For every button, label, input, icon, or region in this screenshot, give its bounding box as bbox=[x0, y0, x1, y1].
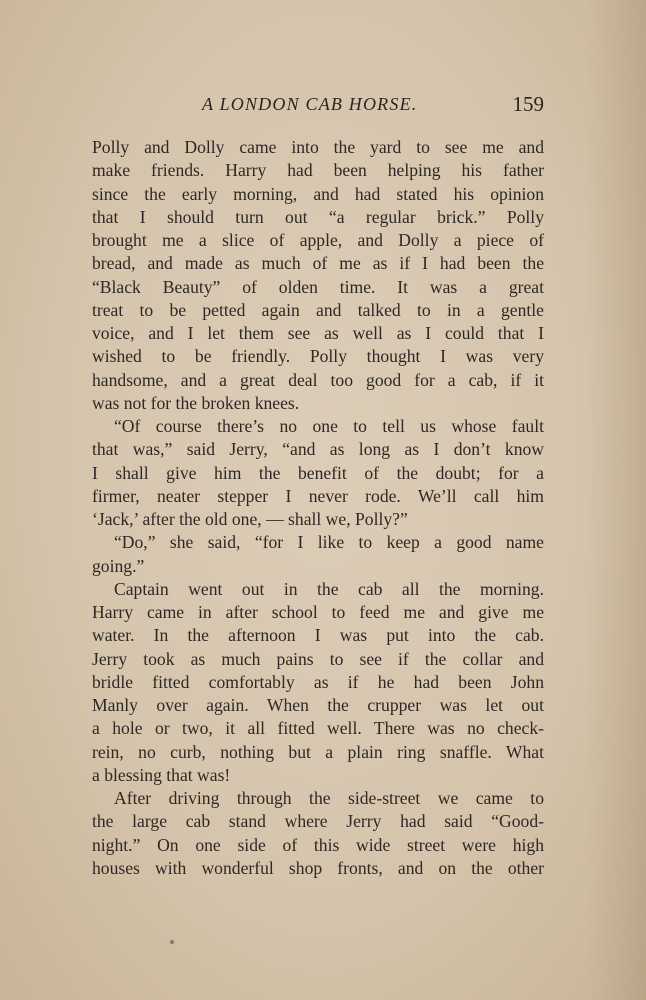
text-line: “Do,” she said, “for I like to keep a good name bbox=[114, 532, 544, 553]
page-edge-shadow bbox=[586, 0, 646, 1000]
text-line: After driving through the side-street we came to bbox=[114, 788, 544, 808]
text-line: treat to be petted again and talked to in a gentle bbox=[92, 299, 544, 320]
text-line: bread, and made as much of me as if I had been the bbox=[92, 253, 544, 274]
text-line: Polly and Dolly came into the yard to see me and bbox=[92, 137, 544, 157]
text-line: water. In the afternoon I was put into the cab. bbox=[92, 625, 544, 646]
text-line: “Of course there’s no one to tell us whose fault bbox=[114, 416, 544, 436]
text-line: “Black Beauty” of olden time. It was a great bbox=[92, 276, 544, 297]
text-line: the large cab stand where Jerry had said “Good- bbox=[92, 811, 544, 832]
text-line: night.” On one side of this wide street were high bbox=[92, 834, 544, 855]
text-line: since the early morning, and had stated his opinion bbox=[92, 183, 544, 204]
text-line: Jerry took as much pains to see if the collar and bbox=[92, 648, 544, 669]
text-line: Captain went out in the cab all the morning. bbox=[114, 578, 544, 599]
text-line: Manly over again. When the crupper was let out bbox=[92, 695, 544, 715]
text-line: bridle fitted comfortably as if he had been John bbox=[92, 671, 544, 692]
text-line: firmer, neater stepper I never rode. We’ll call him bbox=[92, 485, 544, 506]
text-line: houses with wonderful shop fronts, and on the other bbox=[92, 857, 544, 878]
text-line: Harry came in after school to feed me and give me bbox=[92, 602, 544, 622]
text-line: ‘Jack,’ after the old one, — shall we, Polly?” bbox=[92, 509, 408, 529]
body-text bbox=[92, 136, 544, 880]
text-line: that was,” said Jerry, “and as long as I don’t know bbox=[92, 439, 544, 460]
text-line: I shall give him the benefit of the doubt; for a bbox=[92, 462, 544, 483]
page-header bbox=[92, 92, 544, 120]
paper-speck bbox=[170, 940, 174, 944]
text-line: that I should turn out “a regular brick.” Polly bbox=[92, 206, 544, 227]
text-line: rein, no curb, nothing but a plain ring snaffle. What bbox=[92, 741, 544, 762]
text-line: a hole or two, it all fitted well. There was no check- bbox=[92, 718, 544, 739]
text-line: make friends. Harry had been helping his father bbox=[92, 160, 544, 181]
text-line: brought me a slice of apple, and Dolly a piece of bbox=[92, 230, 544, 250]
text-line: voice, and I let them see as well as I could that I bbox=[92, 323, 544, 343]
text-line: handsome, and a great deal too good for a cab, if it bbox=[92, 369, 544, 390]
text-line: wished to be friendly. Polly thought I was very bbox=[92, 346, 544, 367]
running-title: A LONDON CAB HORSE. bbox=[202, 94, 418, 114]
text-line: was not for the broken knees. bbox=[92, 392, 300, 413]
text-line: a blessing that was! bbox=[92, 764, 231, 785]
page-number: 159 bbox=[512, 92, 544, 116]
text-line: going.” bbox=[92, 555, 145, 576]
